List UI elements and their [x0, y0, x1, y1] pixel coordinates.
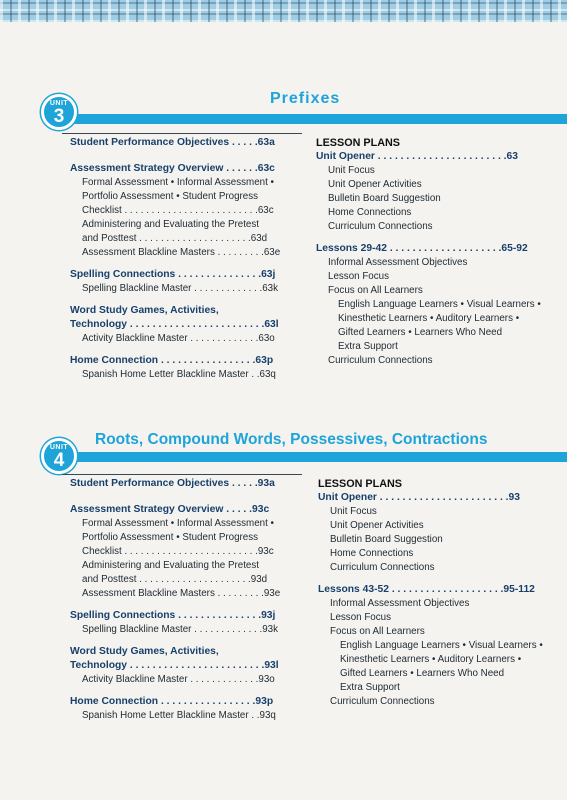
unit-3-badge: [41, 94, 77, 130]
toc-entry: Student Performance Objectives . . . . .93a: [70, 478, 275, 489]
toc-entry: LESSON PLANS: [316, 137, 400, 149]
toc-entry: Extra Support: [338, 341, 398, 352]
toc-entry: Curriculum Connections: [328, 221, 433, 232]
toc-entry: Lesson Focus: [330, 612, 391, 623]
toc-entry: Administering and Evaluating the Pretest: [82, 219, 259, 230]
spacer: [70, 491, 280, 503]
unit-4-title: Roots, Compound Words, Possessives, Contractions: [95, 431, 488, 448]
toc-entry: Technology . . . . . . . . . . . . . . . . . . . . . . . .93l: [70, 660, 279, 671]
unit-3-left-column: [70, 136, 280, 382]
toc-entry: Formal Assessment • Informal Assessment •: [82, 518, 274, 529]
spacer: [70, 601, 280, 609]
unit-3-right-column: [316, 136, 541, 368]
toc-entry: Portfolio Assessment • Student Progress: [82, 191, 259, 202]
spacer: [70, 346, 280, 354]
spacer: [70, 150, 280, 162]
toc-entry: Spelling Blackline Master . . . . . . . . . . . . .63k: [82, 283, 279, 294]
unit-number: 3: [53, 106, 65, 127]
toc-entry: Home Connections: [328, 207, 412, 218]
toc-entry: Assessment Strategy Overview . . . . . .63c: [70, 163, 275, 174]
spacer: [316, 234, 541, 242]
spacer: [70, 260, 280, 268]
toc-entry: Kinesthetic Learners • Auditory Learners •: [340, 654, 522, 665]
toc-entry: Student Performance Objectives . . . . .63a: [70, 137, 275, 148]
toc-entry: Unit Opener . . . . . . . . . . . . . . . . . . . . . . .93: [318, 492, 520, 503]
unit-label: UNIT: [49, 444, 69, 451]
toc-entry: and Posttest . . . . . . . . . . . . . . . . . . . . .63d: [82, 233, 268, 244]
toc-entry: Informal Assessment Objectives: [328, 257, 468, 268]
toc-entry: Extra Support: [340, 682, 400, 693]
toc-entry: Spelling Connections . . . . . . . . . . . . . . .93j: [70, 610, 276, 621]
toc-entry: LESSON PLANS: [318, 478, 402, 490]
toc-entry: English Language Learners • Visual Learners •: [338, 299, 541, 310]
toc-entry: Gifted Learners • Learners Who Need: [340, 668, 505, 679]
unit-3-band: [62, 114, 567, 124]
toc-entry: Home Connections: [330, 548, 414, 559]
toc-entry: Bulletin Board Suggestion: [328, 193, 441, 204]
unit-4-left-column: [70, 477, 280, 723]
toc-entry: Portfolio Assessment • Student Progress: [82, 532, 259, 543]
spacer: [70, 687, 280, 695]
toc-entry: Spanish Home Letter Blackline Master . .93q: [82, 710, 276, 721]
unit-label: UNIT: [49, 100, 69, 107]
toc-entry: Checklist . . . . . . . . . . . . . . . . . . . . . . . . .63c: [82, 205, 274, 216]
toc-entry: Focus on All Learners: [328, 285, 423, 296]
toc-entry: Home Connection . . . . . . . . . . . . . . . . .63p: [70, 355, 274, 366]
toc-entry: Word Study Games, Activities,: [70, 305, 219, 316]
toc-entry: Kinesthetic Learners • Auditory Learners •: [338, 313, 520, 324]
toc-entry: Informal Assessment Objectives: [330, 598, 470, 609]
toc-entry: Unit Focus: [330, 506, 377, 517]
toc-entry: Lessons 43-52 . . . . . . . . . . . . . . . . . . . .95-112: [318, 584, 535, 595]
toc-entry: Word Study Games, Activities,: [70, 646, 219, 657]
toc-entry: Technology . . . . . . . . . . . . . . . . . . . . . . . .63l: [70, 319, 279, 330]
toc-entry: Spanish Home Letter Blackline Master . .63q: [82, 369, 276, 380]
toc-entry: Unit Opener . . . . . . . . . . . . . . . . . . . . . . .63: [316, 151, 518, 162]
toc-entry: Lessons 29-42 . . . . . . . . . . . . . . . . . . . .65-92: [316, 243, 528, 254]
spacer: [70, 637, 280, 645]
toc-entry: Assessment Blackline Masters . . . . . . . . .93e: [82, 588, 281, 599]
toc-entry: Unit Opener Activities: [328, 179, 422, 190]
plaid-border: [0, 0, 567, 22]
toc-entry: Bulletin Board Suggestion: [330, 534, 443, 545]
unit-4-band: [62, 452, 567, 462]
toc-entry: Curriculum Connections: [330, 562, 435, 573]
toc-entry: Curriculum Connections: [330, 696, 435, 707]
toc-entry: Activity Blackline Master . . . . . . . . . . . . .63o: [82, 333, 275, 344]
toc-entry: Checklist . . . . . . . . . . . . . . . . . . . . . . . . .93c: [82, 546, 274, 557]
unit-4-badge: [41, 438, 77, 474]
unit-3-rule: [62, 133, 302, 134]
spacer: [70, 296, 280, 304]
toc-entry: Home Connection . . . . . . . . . . . . . . . . .93p: [70, 696, 274, 707]
unit-3-title: Prefixes: [270, 90, 341, 107]
toc-entry: English Language Learners • Visual Learners •: [340, 640, 543, 651]
toc-entry: Focus on All Learners: [330, 626, 425, 637]
toc-entry: Spelling Connections . . . . . . . . . . . . . . .63j: [70, 269, 276, 280]
toc-entry: Spelling Blackline Master . . . . . . . . . . . . .93k: [82, 624, 279, 635]
toc-entry: Gifted Learners • Learners Who Need: [338, 327, 503, 338]
toc-entry: Lesson Focus: [328, 271, 389, 282]
toc-entry: Unit Focus: [328, 165, 375, 176]
toc-entry: Unit Opener Activities: [330, 520, 424, 531]
unit-4-rule: [62, 474, 302, 475]
unit-number: 4: [53, 450, 65, 471]
toc-entry: Formal Assessment • Informal Assessment •: [82, 177, 274, 188]
toc-entry: Assessment Strategy Overview . . . . .93c: [70, 504, 270, 515]
unit-4-right-column: [318, 477, 543, 709]
toc-entry: Curriculum Connections: [328, 355, 433, 366]
toc-entry: and Posttest . . . . . . . . . . . . . . . . . . . . .93d: [82, 574, 268, 585]
spacer: [318, 575, 543, 583]
toc-entry: Assessment Blackline Masters . . . . . . . . .63e: [82, 247, 281, 258]
toc-entry: Administering and Evaluating the Pretest: [82, 560, 259, 571]
toc-entry: Activity Blackline Master . . . . . . . . . . . . .93o: [82, 674, 275, 685]
